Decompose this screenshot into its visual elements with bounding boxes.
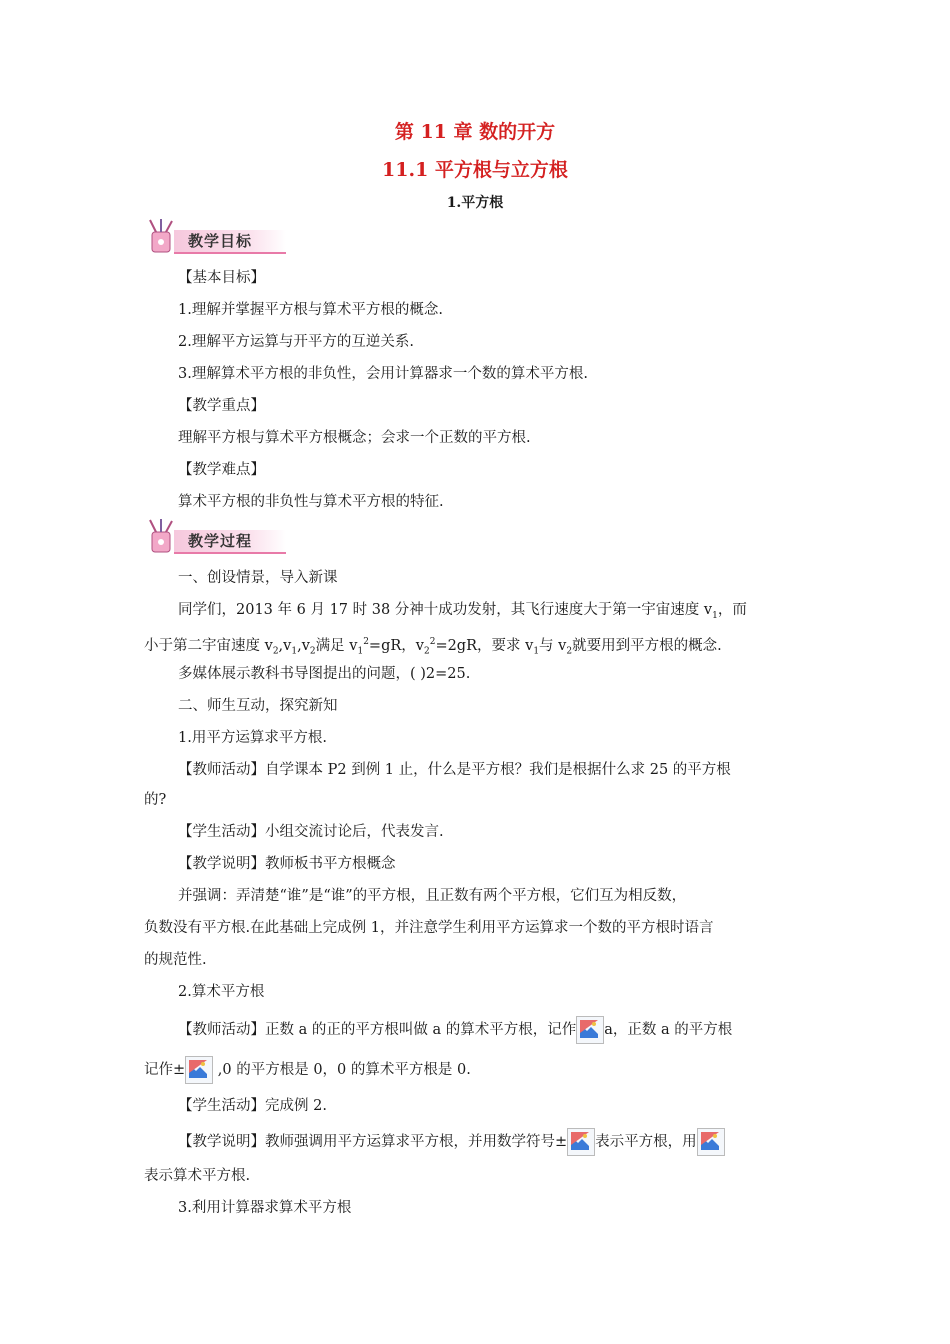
teacher-activity-1b: 的?	[144, 792, 167, 808]
subscript: 1	[533, 646, 540, 657]
superscript: 2	[363, 637, 369, 647]
teacher-activity-1a: 【教师活动】自学课本 P2 到例 1 止，什么是平方根？我们是根据什么求 25 的平方根	[178, 762, 731, 778]
text-span: =2gR，要求 v	[435, 637, 534, 654]
teaching-note-1c: 的规范性.	[144, 952, 207, 968]
subscript: 2	[272, 646, 279, 657]
broken-image-icon	[576, 1016, 604, 1044]
teacher-activity-2b	[144, 1056, 471, 1084]
basic-goal-heading: 【基本目标】	[178, 270, 265, 286]
text-span: 与 v	[539, 637, 567, 654]
text-span: a，正数 a 的平方根	[604, 1022, 733, 1038]
part-2-heading: 二、师生互动，探究新知	[178, 698, 338, 714]
part-1-heading: 一、创设情景，导入新课	[178, 570, 338, 586]
part-2-item-1: 1.用平方运算求平方根.	[178, 730, 327, 746]
text-span: ,0 的平方根是 0，0 的算术平方根是 0.	[213, 1062, 471, 1078]
goals-banner-label: 教学目标	[188, 232, 253, 250]
student-activity-1: 【学生活动】小组交流讨论后，代表发言.	[178, 824, 444, 840]
part-2-item-2: 2.算术平方根	[178, 984, 265, 1000]
key-point-text: 理解平方根与算术平方根概念；会求一个正数的平方根.	[178, 430, 531, 446]
text-span: 表示平方根，用	[595, 1134, 697, 1150]
subsection-title: 1.平方根	[446, 195, 504, 211]
text-span: 同学们，2013 年 6 月 17 时 38 分神十成功发射，其飞行速度大于第一宇宙速度 v	[178, 602, 713, 618]
teaching-note-2a	[178, 1128, 725, 1156]
superscript: 2	[429, 637, 436, 647]
teaching-note-1b: 负数没有平方根.在此基础上完成例 1，并注意学生利用平方运算求一个数的平方根时语言	[144, 920, 714, 936]
basic-goal-1: 1.理解并掌握平方根与算术平方根的概念.	[178, 302, 443, 318]
part-1-para-b	[144, 632, 722, 662]
subscript: 2	[309, 646, 316, 657]
subscript: 1	[291, 646, 298, 657]
pencil-cup-icon	[144, 218, 184, 256]
subscript: 2	[423, 646, 430, 657]
part-1-para-a	[178, 600, 747, 626]
subscript: 1	[357, 646, 364, 657]
pencil-cup-icon	[144, 518, 184, 556]
text-span: 记作±	[144, 1062, 186, 1078]
difficulty-heading: 【教学难点】	[178, 462, 265, 478]
text-span: ,v	[297, 637, 310, 654]
teacher-activity-2a	[178, 1016, 732, 1044]
process-banner	[144, 518, 294, 556]
teaching-note-2b: 表示算术平方根.	[144, 1168, 251, 1184]
student-activity-2: 【学生活动】完成例 2.	[178, 1098, 327, 1114]
part-1-para-c: 多媒体展示教科书导图提出的问题，( )2=25.	[178, 666, 471, 682]
text-span: 【教师活动】正数 a 的正的平方根叫做 a 的算术平方根，记作	[178, 1022, 577, 1038]
text-span: ,v	[278, 637, 292, 654]
text-span: ，而	[717, 602, 747, 618]
broken-image-icon	[697, 1128, 725, 1156]
section-title: 11.1 平方根与立方根	[382, 159, 568, 181]
goals-banner	[144, 218, 294, 256]
broken-image-icon	[567, 1128, 595, 1156]
difficulty-text: 算术平方根的非负性与算术平方根的特征.	[178, 494, 444, 510]
text-span: 就要用到平方根的概念.	[572, 637, 722, 654]
teaching-note-1: 【教学说明】教师板书平方根概念	[178, 856, 396, 872]
broken-image-icon	[185, 1056, 213, 1084]
text-span: 小于第二宇宙速度 v	[144, 637, 273, 654]
subscript: 1	[712, 610, 718, 621]
subscript: 2	[566, 646, 573, 657]
chapter-title: 第 11 章 数的开方	[394, 121, 556, 143]
basic-goal-2: 2.理解平方运算与开平方的互逆关系.	[178, 334, 414, 350]
text-span: 【教学说明】教师强调用平方运算求平方根，并用数学符号±	[178, 1134, 568, 1150]
basic-goal-3: 3.理解算术平方根的非负性，会用计算器求一个数的算术平方根.	[178, 366, 588, 382]
key-point-heading: 【教学重点】	[178, 398, 265, 414]
text-span: =gR，v	[368, 637, 424, 654]
text-span: 满足 v	[315, 637, 358, 654]
teaching-note-1a: 并强调：弄清楚“谁”是“谁”的平方根，且正数有两个平方根，它们互为相反数，	[178, 888, 687, 904]
process-banner-label: 教学过程	[188, 532, 253, 550]
part-2-item-3: 3.利用计算器求算术平方根	[178, 1200, 352, 1216]
